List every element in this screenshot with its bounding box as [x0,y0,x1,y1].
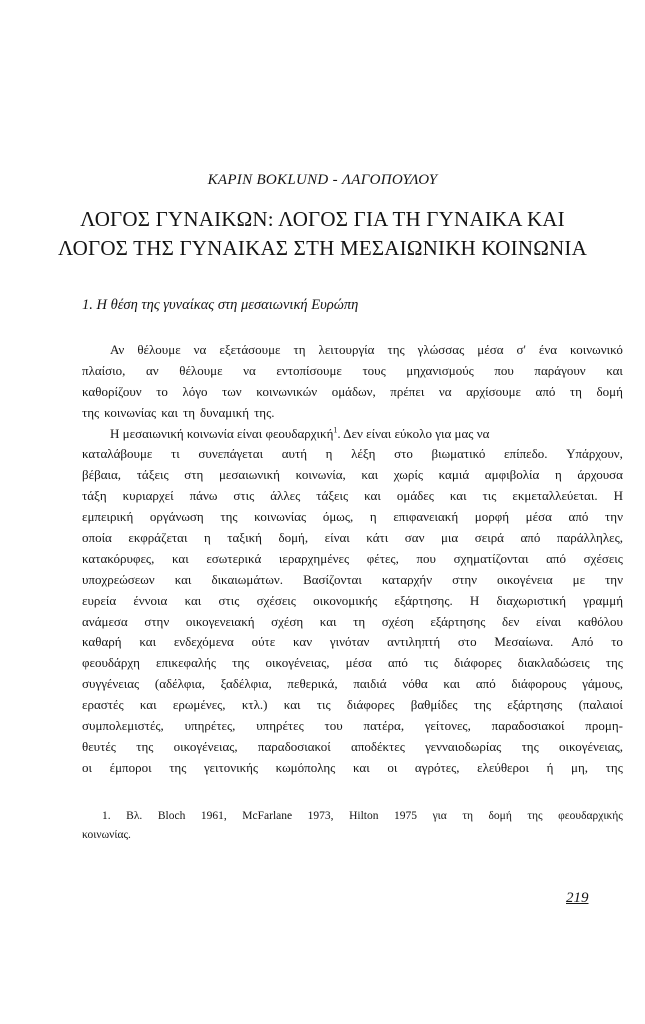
text-line [82,528,623,549]
word: της [220,509,238,525]
word: θέλουμε [137,342,181,357]
word: εμπειρική [82,509,134,525]
word: βιωματικό [431,446,486,462]
word: τη [293,342,306,357]
word: της [387,342,405,357]
line-start: Η μεσαιωνική κοινωνία είναι φεουδαρχική [110,425,334,441]
word: εντοπίσουμε [276,362,342,378]
word: δομή, [278,530,309,546]
word: τις [316,697,331,713]
word: και [184,592,202,608]
word: τη [353,613,366,629]
word: κοινωνίας [104,404,157,420]
word: διάφορους [511,676,567,692]
word: καθορίζουν [82,383,142,399]
word: αγρότες, [414,759,460,775]
word: από [475,676,496,692]
word: και [174,571,192,587]
word: έννοια [133,592,168,608]
text-line [82,632,623,653]
word: σαν [404,530,425,546]
word: εξάρτησης [507,697,563,713]
word: οικογένειας, [265,655,330,671]
word: της [527,810,543,822]
word: φεουδαρχικής [558,810,623,822]
word: η [325,446,333,462]
body-text [82,340,623,779]
word: για [432,810,447,822]
word: της [605,759,623,775]
word: τις [482,488,497,504]
word: να [193,342,207,357]
word: κοινωνικών [256,383,318,399]
word: 1961, [200,810,227,822]
word: ελεύθεροι [477,759,529,775]
word: δικαιωμάτων. [211,571,284,587]
page-number: 219 [566,890,589,906]
word: σχέσεις [256,592,296,608]
word: της [82,404,100,420]
text-line [82,674,623,695]
word: μέσα [525,509,552,525]
footnote-line [82,826,623,845]
text-line [82,591,623,612]
word: Hilton [349,810,379,822]
word: οικογένειας, [558,738,623,754]
word: καταλάβουμε [82,446,153,462]
word: σχέση [271,613,304,629]
word: σχέση [381,613,414,629]
word: της [232,655,250,671]
word: συγγένειας [82,676,140,692]
line-rest: . Δεν είναι εύκολο για μας να [337,425,490,441]
word: φεουδάρχη [82,655,140,671]
word: οικογένειας, [173,738,238,754]
text-line [82,444,623,465]
word: κάτι [366,530,389,546]
word: επίπεδο. [504,446,548,462]
word: τις [424,655,438,671]
word: προμη- [585,718,623,734]
word: παράλληλες, [556,530,623,546]
word: εξάρτησης. [394,592,453,608]
word: της. [254,404,275,420]
word: εξάρτησης [430,613,486,629]
word: από [535,383,556,399]
word: νόθα [402,676,428,692]
text-line [82,695,623,716]
text-line [82,340,623,361]
word: επιφανειακή [393,509,459,525]
word: ούτε [251,634,276,650]
word: τάξεις [136,467,169,483]
word: γείτονες, [424,718,471,734]
word: ταξική [227,530,262,546]
word: εξετάσουμε [219,342,281,357]
word: στις [233,488,255,504]
word: κοινωνίας [254,509,307,525]
word: από [568,509,589,525]
word: όμως, [322,509,354,525]
word: διάφορες [346,697,395,713]
word: παράγουν [534,362,586,378]
word: οικονομικής [313,592,378,608]
word: σειρά [474,530,504,546]
word: γειτονικής [203,759,259,775]
word: παραδοσιακοί [491,718,565,734]
word: γραμμή [583,592,623,608]
word: χωρίς [393,467,423,483]
word: κτλ.) [241,697,268,713]
word: ξαδέλφια, [220,676,272,692]
word: μέσα [477,342,504,357]
word: θευτές [82,738,116,754]
word: κατακόρυφες, [82,550,155,566]
word: γινόταν [329,634,370,650]
word: αμφιβολία [484,467,540,483]
word: συνεπάγεται [198,446,264,462]
word: κωμόπολης [275,759,336,775]
word: τη [569,383,582,399]
word: μορφή [474,509,510,525]
word: φέτες, [366,550,399,566]
word: αντιληπτή [387,634,441,650]
word: τη [182,404,195,420]
word: οικογενειακή [185,613,255,629]
word: εσωτερικά [206,550,262,566]
word: διάφορες [454,655,502,671]
word: την [605,509,623,525]
word: γενναιοδωρίας [425,738,502,754]
word: 1. [102,810,111,822]
word: και [364,488,381,504]
word: ενδεχόμενα [173,634,234,650]
word: μια [440,530,459,546]
word: μη, [571,759,589,775]
word: της [169,759,187,775]
word: διακλαδώσεις [517,655,590,671]
title-line-1: ΛΟΓΟΣ ΓΥΝΑΙΚΩΝ: ΛΟΓΟΣ ΓΙΑ ΤΗ ΓΥΝΑΙΚΑ ΚΑΙ [80,207,565,231]
text-line [82,403,623,424]
footnote-lead [110,424,489,445]
word: στο [394,446,413,462]
word: στην [452,571,478,587]
word: ομάδων, [331,383,376,399]
title-line-2: ΛΟΓΟΣ ΤΗΣ ΓΥΝΑΙΚΑΣ ΣΤΗ ΜΕΣΑΙΩΝΙΚΗ ΚΟΙΝΩΝΙΑ [58,236,587,260]
word: Υπάρχουν, [566,446,623,462]
word: McFarlane [242,810,293,822]
word: λόγο [182,383,208,399]
word: (παλαιοί [578,697,623,713]
author-name: ΚΑΡΙΝ BOKLUND - ΛΑΓΟΠΟΥΛΟΥ [207,172,438,188]
text-line [82,549,623,570]
word: και [606,362,623,378]
word: καθόλου [577,613,623,629]
word: 1973, [307,810,334,822]
word: με [572,571,586,587]
word: κυριαρχεί [122,488,174,504]
word: Μεσαίωνα. [494,634,554,650]
word: μέσα [345,655,372,671]
word: γλώσσας [417,342,465,357]
text-line [82,758,623,779]
word: σχηματίζονται [453,550,529,566]
word: η [554,467,562,483]
text-line [82,570,623,591]
word: επικεφαλής [156,655,217,671]
word: η [203,530,211,546]
word: (αδέλφια, [154,676,205,692]
word: βέβαια, [82,467,122,483]
word: λέξη [351,446,376,462]
word: αυτή [281,446,307,462]
word: γάμους, [582,676,623,692]
word: η [369,509,377,525]
text-line [82,737,623,758]
word: και [352,759,370,775]
word: εκφράζεται [128,530,188,546]
word: Η [613,488,623,504]
text-line [82,361,623,382]
text-line [82,465,623,486]
word: και [139,634,157,650]
word: και [171,550,189,566]
word: έμποροι [109,759,152,775]
word: από [546,550,566,566]
word: να [243,362,256,378]
word: Βασίζονται [303,571,362,587]
text-line [82,612,623,633]
word: παραδοσιακοί [257,738,331,754]
word: πρέπει [390,383,425,399]
footnote-line [82,807,623,826]
word: παιδιά [353,676,387,692]
word: άρχουσα [577,467,623,483]
word: και [161,404,178,420]
word: Η [469,592,480,608]
word: να [438,383,452,399]
word: υπηρέτες, [184,718,236,734]
text-line [82,653,623,674]
word: της [605,655,623,671]
word: Βλ. [126,810,143,822]
word: πλαίσιο, [82,362,126,378]
word: κοινωνικό [570,342,623,357]
word: βαθμίδες [410,697,458,713]
word: αν [145,362,159,378]
word: οι [82,759,92,775]
word: συμπολεμιστές, [82,718,164,734]
word: μηχανισμούς [406,362,474,378]
word: στην [144,613,170,629]
word: οποία [82,530,112,546]
text-line [82,382,623,403]
word: των [222,383,242,399]
word: της [521,738,539,754]
word: της [473,697,492,713]
word: Bloch [157,810,186,822]
word: την [605,571,623,587]
word: λειτουργία [318,342,375,357]
word: και [319,613,337,629]
word: τι [171,446,180,462]
word: δυναμική [200,404,250,420]
word: από [388,655,408,671]
word: διαχωριστική [496,592,567,608]
word: αρχίσουμε [466,383,522,399]
word: ιεραρχημένες [278,550,350,566]
word: πάνω [189,488,218,504]
word: 1975 [394,810,418,822]
word: υποχρεώσεων [82,571,155,587]
word: και [283,697,301,713]
word: στις [218,592,240,608]
word: καθαρή [82,634,122,650]
text-line-with-footnote [82,424,623,445]
word: τάξεις [316,488,349,504]
word: δεν [501,613,520,629]
word: στη [184,467,204,483]
word: αποδέκτες [351,738,405,754]
word: καν [292,634,313,650]
text-line [82,486,623,507]
footnote [82,807,623,844]
word: τους [362,362,386,378]
word: σχέσεις [583,550,623,566]
word: και [443,676,461,692]
word: πεθερικά, [287,676,338,692]
word: το [611,634,623,650]
word: ανάμεσα [82,613,128,629]
word: είναι [324,530,350,546]
article-title [40,205,605,263]
word: Αν [110,342,125,357]
word: εραστές [82,697,124,713]
word: που [494,362,514,378]
word: είναι [536,613,562,629]
text-line [82,507,623,528]
word: οικογένεια [497,571,553,587]
word: μεσαιωνική [218,467,280,483]
word: δομή [488,810,512,822]
word: του [324,718,343,734]
word: εκμεταλλεύεται. [512,488,598,504]
word: καμιά [438,467,470,483]
word: κοινωνία, [295,467,346,483]
word: Από [570,634,594,650]
word: ένα [538,342,558,357]
word: στο [457,634,477,650]
word: της [136,738,154,754]
word: σ' [516,342,526,357]
word: και [139,697,157,713]
word: τη [462,810,473,822]
word: δομή [596,383,623,399]
word: το [156,383,168,399]
word: και [361,467,379,483]
word: ευρεία [82,592,117,608]
word: καταρχήν [381,571,433,587]
word: υπηρέτες [256,718,304,734]
word: ή [546,759,554,775]
text-line [82,716,623,737]
word: πατέρα, [363,718,405,734]
section-heading: 1. Η θέση της γυναίκας στη μεσαιωνική Ευρώπη [82,297,359,313]
word: ερωμένες, [172,697,226,713]
word: οργάνωση [149,509,204,525]
word: τάξη [82,488,107,504]
footnote-ref: 1 [333,425,338,435]
word: που [416,550,436,566]
word: οι [387,759,398,775]
word: θέλουμε [179,362,223,378]
word: άλλες [270,488,301,504]
word: κοινωνίας. [82,828,131,841]
word: ομάδες [396,488,434,504]
word: από [520,530,541,546]
word: και [449,488,467,504]
